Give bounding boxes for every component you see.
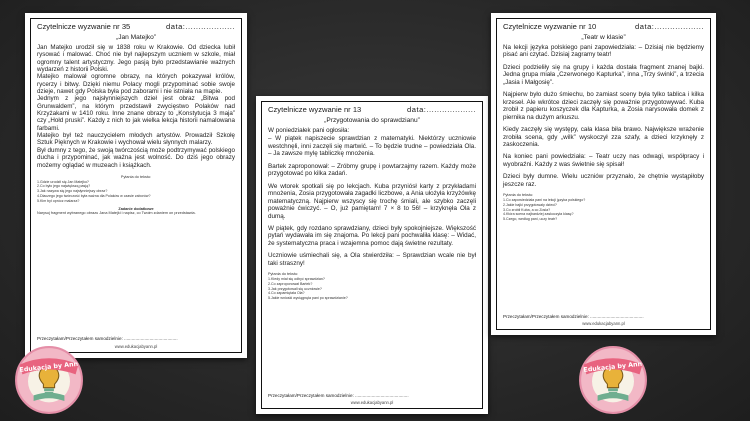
website-footer: www.edukacjabyann.pl — [582, 321, 625, 326]
signature-line: Przeczytałam/Przeczytałem samodzielnie: .......................................... — [503, 314, 644, 319]
worksheet-header — [503, 22, 704, 31]
questions-block — [37, 175, 235, 204]
paragraph: Jan Matejko urodził się w 1838 roku w Krakowie. Od dziecka lubił rysować i malować. Choć nie był najlepszym uczniem w szkole, miał ogromny talent artystyczny. Jego pasją było przedstawianie ważnych wydarzeń z historii Polski. — [37, 44, 235, 74]
worksheet-35 — [25, 13, 247, 358]
date-field: data:................... — [166, 22, 235, 31]
paragraph: – W piątek napiszecie sprawdzian z matematyki. Niektórzy uczniowie westchnęli, inni zaczęli się martwić. – To będzie trudne – powiedziała Ola. – Ja zawsze mylę tabliczkę mnożenia. — [268, 135, 476, 158]
story-title: „Teatr w klasie” — [581, 34, 626, 41]
paragraph: Jednym z jego najsłynniejszych dzieł jest obraz „Bitwa pod Grunwaldem”, na którym przedstawił zwycięstwo Polaków nad Krzyżakami w 1410 roku. Inne znane obrazy to „Konstytucja 3 maja” czy „Hołd pruski”. Każdy z nich to jak wielka lekcja historii namalowana farbami. — [37, 95, 235, 132]
question: 3.Jak przygotowali się uczniowie? — [268, 286, 322, 291]
paragraph: Na koniec pani powiedziała: – Teatr uczy nas odwagi, współpracy i wyobraźni. Każdy z was świetnie się spisał! — [503, 153, 704, 168]
paragraph: We wtorek spotkali się po lekcjach. Kuba przyniósł karty z przykładami mnożenia, Zosia przygotowała zagadki liczbowe, a Ania ułożyła krzyżówkę matematyczną. Najpierw wszyscy się trochę śmiali, ale szybko zaczęli poważnie ćwiczyć. – O, już pamiętam! 7 × 8 to 56! – krzyknęła Ola z dumą. — [268, 182, 476, 220]
worksheet-13 — [256, 96, 488, 414]
questions-block — [503, 193, 704, 222]
paragraph: Dzieci były dumne. Wielu uczniów przyznało, że chętnie wystąpiłoby jeszcze raz. — [503, 173, 704, 188]
paragraph: Uczniowie uśmiechali się, a Ola stwierdziła: – Sprawdzian wcale nie był taki straszny! — [268, 252, 476, 267]
questions-title: Pytania do tekstu: — [120, 174, 152, 179]
paragraph: Na lekcji języka polskiego pani zapowiedziała: – Dzisiaj nie będziemy pisać ani czytać. Dzisiaj zagramy teatr! — [503, 44, 704, 59]
paragraph: W piątek, gdy rozdano sprawdziany, dzieci były spokojniejsze. Większość pytań wydawała im się znajoma. Po lekcji pani pochwaliła klasę: – Widać, że systematyczna praca i wzajemna pomoc dają świetne rezultaty. — [268, 224, 476, 247]
story-title: „Jan Matejko” — [116, 34, 156, 41]
question: 5.Czego, według pani, uczy teatr? — [503, 217, 558, 222]
extra-task-title: Zadanie dodatkowe — [118, 206, 154, 211]
story-title: „Przygotowania do sprawdzianu” — [324, 117, 420, 124]
challenge-number: Czytelnicze wyzwanie nr 13 — [268, 105, 362, 114]
paragraph: W poniedziałek pani ogłosiła: — [268, 127, 350, 134]
paragraph: Bartek zaproponował: – Zróbmy grupę i powtarzajmy razem. Każdy może przygotować po kilka zadań. — [268, 162, 476, 178]
paragraph: Kiedy zaczęły się występy, cała klasa biła brawo. Największe wrażenie zrobiła scena, gdy „wilk” wyskoczył zza szafy, a dzieci krzyknęły z zaskoczenia. — [503, 126, 704, 148]
story-text — [37, 44, 235, 169]
story-text — [503, 44, 704, 188]
worksheet-frame — [496, 18, 711, 330]
paragraph: Był dumny z tego, że swoją twórczością może podtrzymywać polskiego ducha i przypominać, jak ważna jest wolność. Do dziś jego obrazy możemy oglądać w muzeach i książkach. — [37, 146, 235, 169]
paragraph: Matejko malował ogromne obrazy, na których pokazywał królów, rycerzy i bitwy. Dzięki niemu Polacy mogli przypominać sobie swoje dzieje, nawet gdy Polska była pod zaborami i nie istniała na mapie. — [37, 73, 235, 96]
worksheet-frame — [30, 18, 242, 353]
extra-task-text: Narysuj fragment wybranego obrazu Jana Matejki i napisz, co Twoim zdaniem on przedstawia. — [37, 211, 196, 216]
brand-logo-right — [578, 345, 648, 415]
questions-block — [268, 272, 476, 301]
question: 5.Kim był oprócz malarza? — [37, 198, 80, 203]
question: 1.Gdzie urodził się Jan Matejko? — [37, 179, 89, 184]
question: 3.Jak nazywa się jego najsłynniejszy obraz? — [37, 189, 108, 194]
question: 5.Jakie wnioski wyciągnęła pani po sprawdzianie? — [268, 296, 348, 301]
question: 4.Która scena najbardziej zaskoczyła klasę? — [503, 212, 574, 217]
questions-title: Pytania do tekstu: — [268, 272, 299, 277]
question: 1.Kiedy miał się odbyć sprawdzian? — [268, 277, 325, 282]
paragraph: Dzieci podzieliły się na grupy i każda dostała fragment znanej bajki. Jedna grupa miała „Czerwonego Kapturka”, inna „Trzy świnki”, a trzecia „Jasia i Małgosię”. — [503, 63, 704, 86]
paragraph: Matejko był też nauczycielem młodych artystów. Prowadził Szkołę Sztuk Pięknych w Krakowie i wychował wielu słynnych malarzy. — [37, 132, 235, 147]
question: 2.Co zaproponował Bartek? — [268, 281, 313, 286]
question: 4.Co zapamiętała Ola? — [268, 291, 305, 296]
question: 1.Co zapowiedziała pani na lekcji języka polskiego? — [503, 198, 586, 203]
signature-line: Przeczytałam/Przeczytałem samodzielnie: .......................................... — [37, 336, 178, 341]
logo-text: Edukacja by Ann — [19, 360, 79, 374]
questions-title: Pytania do tekstu: — [503, 193, 534, 198]
website-footer: www.edukacjabyann.pl — [114, 344, 158, 349]
worksheet-frame — [261, 101, 483, 409]
worksheet-header — [268, 105, 476, 114]
question: 2.Jakie bajki przygotowały dzieci? — [503, 202, 557, 207]
challenge-number: Czytelnicze wyzwanie nr 35 — [37, 22, 131, 31]
question: 2.Co było jego największą pasją? — [37, 184, 91, 189]
question: 4.Dlaczego jego twórczość była ważna dla Polaków w czasie zaborów? — [37, 194, 151, 199]
paragraph: Najpierw było dużo śmiechu, bo zamiast sceny była tylko tablica i kilka krzeseł. Ale wkrótce dzieci zaczęły się poważnie przygotowywać. Kuba zrobił z papieru koszyczek dla Kapturka, a Zosia narysowała domek z piernika na dużym arkuszu. — [503, 91, 704, 121]
brand-logo-left — [14, 345, 84, 415]
extra-task — [37, 207, 235, 216]
website-footer: www.edukacjabyann.pl — [350, 400, 394, 405]
story-text — [268, 127, 476, 267]
worksheet-header — [37, 22, 235, 31]
date-field: data:................... — [407, 105, 476, 114]
question: 3.Co zrobił Kuba, a co Zosia? — [503, 207, 551, 212]
worksheet-10 — [491, 13, 716, 335]
logo-text: Edukacja by Ann — [583, 360, 643, 374]
date-field: data:................... — [635, 22, 704, 31]
signature-line: Przeczytałam/Przeczytałem samodzielnie: .......................................... — [268, 393, 409, 398]
challenge-number: Czytelnicze wyzwanie nr 10 — [503, 22, 597, 31]
